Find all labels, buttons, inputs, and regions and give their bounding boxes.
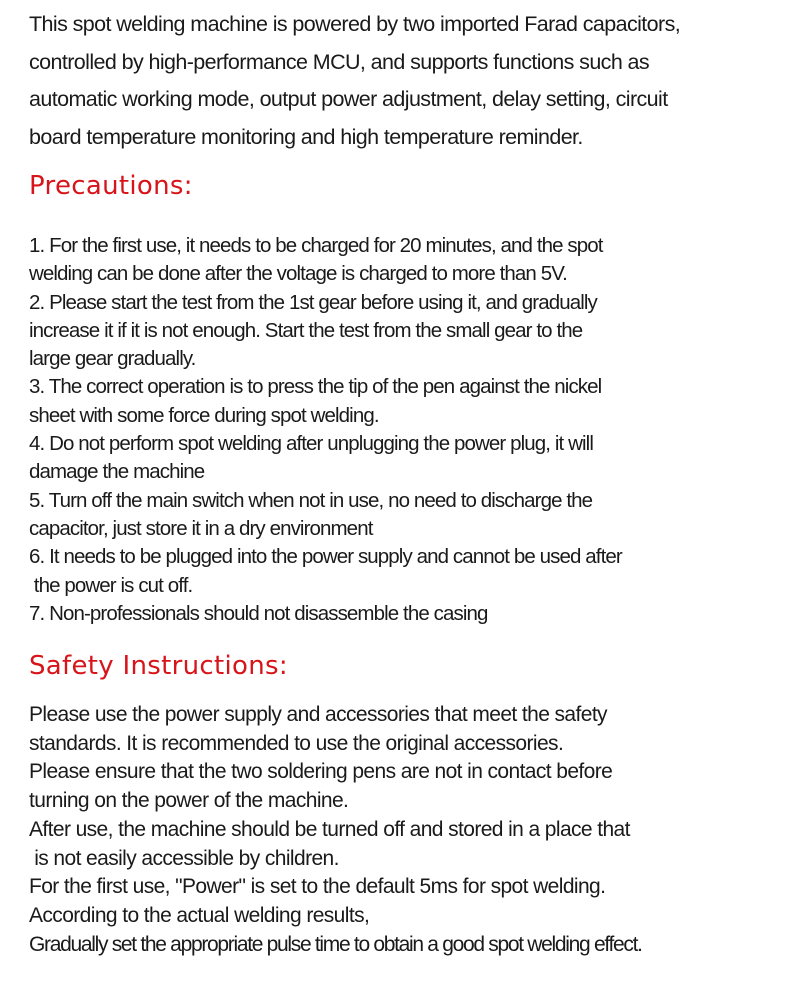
safety-line: Please ensure that the two soldering pens are not in contact before: [29, 760, 613, 784]
precaution-line: increase it if it is not enough. Start the test from the small gear to the: [29, 318, 583, 342]
precaution-line: 7. Non-professionals should not disassemble the casing: [29, 601, 488, 625]
safety-instructions-list: [29, 701, 784, 959]
safety-instructions-heading: Safety Instructions:: [29, 651, 288, 681]
safety-line: For the first use, "Power" is set to the default 5ms for spot welding.: [29, 875, 606, 899]
safety-line: After use, the machine should be turned off and stored in a place that: [29, 817, 630, 841]
precaution-line: 1. For the first use, it needs to be charged for 20 minutes, and the spot: [29, 234, 603, 257]
precaution-line: capacitor, just store it in a dry environment: [29, 516, 373, 540]
precaution-line: the power is cut off.: [29, 573, 193, 597]
precaution-line: 5. Turn off the main switch when not in use, no need to discharge the: [29, 488, 593, 512]
intro-paragraph: [29, 6, 779, 156]
precaution-line: sheet with some force during spot welding.: [29, 403, 379, 427]
safety-line: is not easily accessible by children.: [29, 846, 339, 870]
intro-line: This spot welding machine is powered by two imported Farad capacitors,: [29, 12, 681, 36]
safety-line: According to the actual welding results,: [29, 903, 370, 927]
intro-line: board temperature monitoring and high temperature reminder.: [29, 124, 583, 149]
precautions-list: [29, 232, 779, 628]
safety-line: Please use the power supply and accessories that meet the safety: [29, 703, 607, 726]
precaution-line: 2. Please start the test from the 1st gear before using it, and gradually: [29, 290, 597, 314]
intro-line: automatic working mode, output power adjustment, delay setting, circuit: [29, 87, 668, 111]
precaution-line: 6. It needs to be plugged into the power supply and cannot be used after: [29, 545, 622, 569]
precaution-line: large gear gradually.: [29, 347, 196, 371]
precaution-line: 4. Do not perform spot welding after unplugging the power plug, it will: [29, 432, 593, 456]
precaution-line: welding can be done after the voltage is charged to more than 5V.: [29, 262, 567, 286]
safety-line: standards. It is recommended to use the original accessories.: [29, 731, 564, 755]
precautions-heading: Precautions:: [29, 171, 193, 201]
precaution-line: 3. The correct operation is to press the tip of the pen against the nickel: [29, 375, 602, 399]
intro-line: controlled by high-performance MCU, and supports functions such as: [29, 49, 650, 74]
safety-line: turning on the power of the machine.: [29, 789, 349, 813]
precaution-line: damage the machine: [29, 460, 205, 484]
safety-line: Gradually set the appropriate pulse time to obtain a good spot welding effect.: [29, 932, 642, 956]
